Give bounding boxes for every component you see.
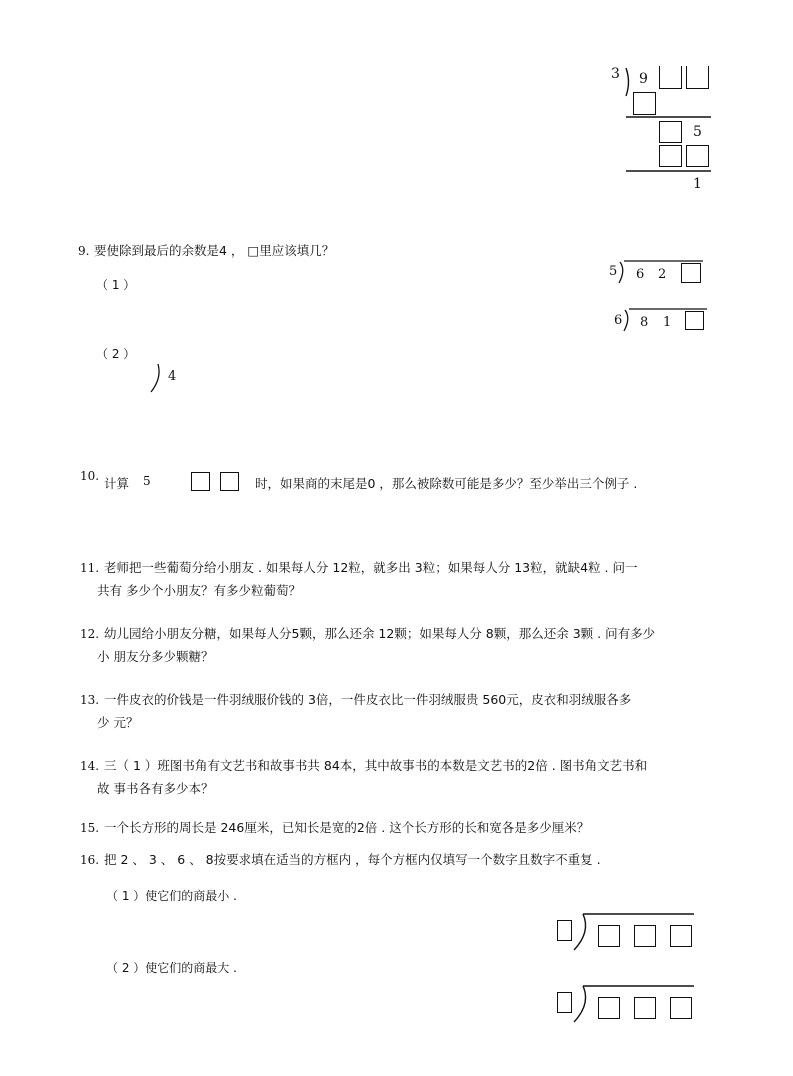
part-label: （ 2 ） [96, 347, 136, 361]
dividend-digit: 6 [636, 267, 645, 282]
question-line: 小 朋友分多少颗糖？ [97, 649, 214, 664]
question-line: 少 元？ [97, 715, 139, 730]
question-line: 故 事书各有多少本？ [97, 781, 214, 796]
question-number: 16. [80, 853, 100, 867]
question-line: 共有 多少个小朋友？有多少粒葡萄？ [97, 583, 301, 598]
question-text: 要使除到最后的余数是4 ， □里应该填几？ [94, 243, 335, 258]
dividend-digit: 4 [168, 369, 177, 384]
part-label: （ 2 ）使它们的商最大 . [106, 961, 237, 975]
question-number: 15. [80, 821, 100, 835]
question-text: 一个长方形的周长是 246厘米，已知长是宽的2倍 . 这个长方形的长和宽各是多少厘米？ [104, 820, 590, 835]
question-number: 9. [78, 244, 90, 258]
divisor: 5 [609, 264, 618, 279]
divisor: 5 [143, 474, 151, 488]
question-text: 把 2 、 3 、 6 、 8按要求填在适当的方框内 ，每个方框内仅填写一个数字且数字不重复 . [104, 852, 601, 867]
dividend-digit: 1 [663, 315, 672, 330]
question-prefix: 计算 [104, 476, 130, 491]
question-line: 一件皮衣的价钱是一件羽绒服价钱的 3倍，一件皮衣比一件羽绒服贵 560元，皮衣和羽绒服各多 [104, 692, 632, 707]
part-label: （ 1 ） [96, 278, 136, 292]
question-line: 幼儿园给小朋友分糖，如果每人分5颗，那么还余 12颗；如果每人分 8颗，那么还余 3颗 . 问有多少 [104, 626, 656, 641]
question-number: 10. [80, 469, 100, 483]
divisor: 3 [611, 66, 620, 82]
question-number: 13. [80, 693, 100, 707]
question-line: 老师把一些葡萄分给小朋友 . 如果每人分 12粒，就多出 3粒；如果每人分 13粒，就缺4粒 . 问一 [104, 560, 638, 575]
part-label: （ 1 ）使它们的商最小 . [106, 889, 237, 903]
question-number: 11. [80, 561, 100, 575]
question-number: 12. [80, 627, 100, 641]
dividend-digit: 2 [658, 267, 667, 282]
question-line: 三（ 1 ）班图书角有文艺书和故事书共 84本，其中故事书的本数是文艺书的2倍 . 图书角文艺书和 [104, 758, 648, 773]
dividend-digit: 9 [639, 71, 648, 87]
question-text: 时，如果商的末尾是0 ，那么被除数可能是多少？至少举出三个例子 . [255, 476, 638, 491]
remainder-digit: 1 [693, 176, 702, 192]
step-digit: 5 [693, 124, 702, 140]
dividend-digit: 8 [640, 315, 649, 330]
question-number: 14. [80, 759, 100, 773]
divisor: 6 [614, 313, 623, 328]
